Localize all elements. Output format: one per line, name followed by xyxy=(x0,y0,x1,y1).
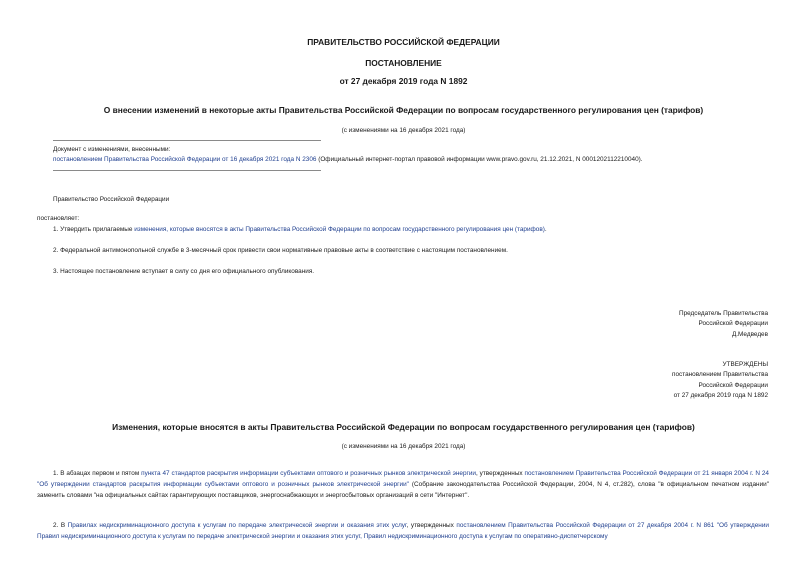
annex-p1-text-c: (Собрание законодательства Российской Федерации, 2004, N 4, ст.282), слова "в официальном печатном издании" заменить словами "на официальных сайтах гарантирующих поставщиков, энергоснабжающих и энергосбытовых организаций в сети "Интернет". xyxy=(37,481,769,499)
signature-line-2: Российской Федерации xyxy=(698,320,768,327)
revision-note: (с изменениями на 16 декабря 2021 года) xyxy=(341,127,466,134)
approved-line-2: постановлением Правительства xyxy=(672,371,768,378)
signature-line-3: Д.Медведев xyxy=(731,331,768,338)
annex-p1-text-b: , утвержденных xyxy=(475,470,525,477)
point-2: 2. Федеральной антимонопольной службе в 3-месячный срок привести свои нормативные правовые акты в соответствие с настоящим постановлением. xyxy=(53,247,508,254)
amendments-top-rule xyxy=(53,140,321,141)
annex-p1-link-2[interactable]: постановлением Правительства Российской Федерации от 21 января 2004 г. N 24 "Об утверждении стандартов раскрытия информации субъектами оптового и розничных рынков электрической энергии" xyxy=(37,470,769,488)
annex-paragraph-1 xyxy=(37,468,769,501)
document-title: О внесении изменений в некоторые акты Правительства Российской Федерации по вопросам государственного регулирования цен (тарифов) xyxy=(103,105,704,115)
annex-revision-note: (с изменениями на 16 декабря 2021 года) xyxy=(341,443,466,450)
doc-type-heading: ПОСТАНОВЛЕНИЕ xyxy=(365,58,442,68)
resolves-text: постановляет: xyxy=(37,215,80,222)
annex-p2-text-b: , утвержденных xyxy=(406,522,457,529)
approved-line-3: Российской Федерации xyxy=(698,382,768,389)
amendments-text xyxy=(53,156,643,163)
amendment-link[interactable]: постановлением Правительства Российской Федерации от 16 декабря 2021 года N 2306 xyxy=(53,156,317,163)
amendments-label: Документ с изменениями, внесенными: xyxy=(53,146,171,153)
annex-p1-link-1[interactable]: пункта 47 стандартов раскрытия информации субъектами оптового и розничных рынков электрической энергии xyxy=(141,470,476,477)
point-1-prefix: 1. Утвердить прилагаемые xyxy=(53,226,135,233)
annex-paragraph-2 xyxy=(37,520,769,553)
preamble-text: Правительство Российской Федерации xyxy=(53,196,170,203)
point-1-suffix: . xyxy=(544,226,547,233)
date-number-heading: от 27 декабря 2019 года N 1892 xyxy=(339,76,468,86)
annex-p2-text-a: 2. В xyxy=(53,522,68,529)
government-heading: ПРАВИТЕЛЬСТВО РОССИЙСКОЙ ФЕДЕРАЦИИ xyxy=(307,37,500,47)
annex-p2-link-1[interactable]: Правилах недискриминационного доступа к услугам по передаче электрической энергии и оказания этих услуг xyxy=(67,522,407,529)
point-3: 3. Настоящее постановление вступает в силу со дня его официального опубликования. xyxy=(53,268,315,275)
point-1-link[interactable]: изменения, которые вносятся в акты Правительства Российской Федерации по вопросам государственного регулирования цен (тарифов) xyxy=(134,226,545,233)
annex-title: Изменения, которые вносятся в акты Правительства Российской Федерации по вопросам государственного регулирования цен (тарифов) xyxy=(112,422,695,432)
signature-line-1: Председатель Правительства xyxy=(679,310,768,317)
approved-line-1: УТВЕРЖДЕНЫ xyxy=(722,361,768,368)
amendments-bottom-rule xyxy=(53,170,321,171)
point-1 xyxy=(53,226,547,233)
annex-p2-link-2[interactable]: постановлением Правительства Российской Федерации от 27 декабря 2004 г. N 861 "Об утверждении Правил недискриминационного доступа к услугам по передаче электрической энергии и оказания этих услуг, Правил недискриминационного доступа к услугам по оперативно-диспетчерскому xyxy=(37,522,769,540)
approved-line-4: от 27 декабря 2019 года N 1892 xyxy=(673,392,768,399)
annex-p1-text-a: 1. В абзацах первом и пятом xyxy=(53,470,142,477)
amendments-rest: (Официальный интернет-портал правовой информации www.pravo.gov.ru, 21.12.2021, N 0001202112210040). xyxy=(316,156,643,163)
